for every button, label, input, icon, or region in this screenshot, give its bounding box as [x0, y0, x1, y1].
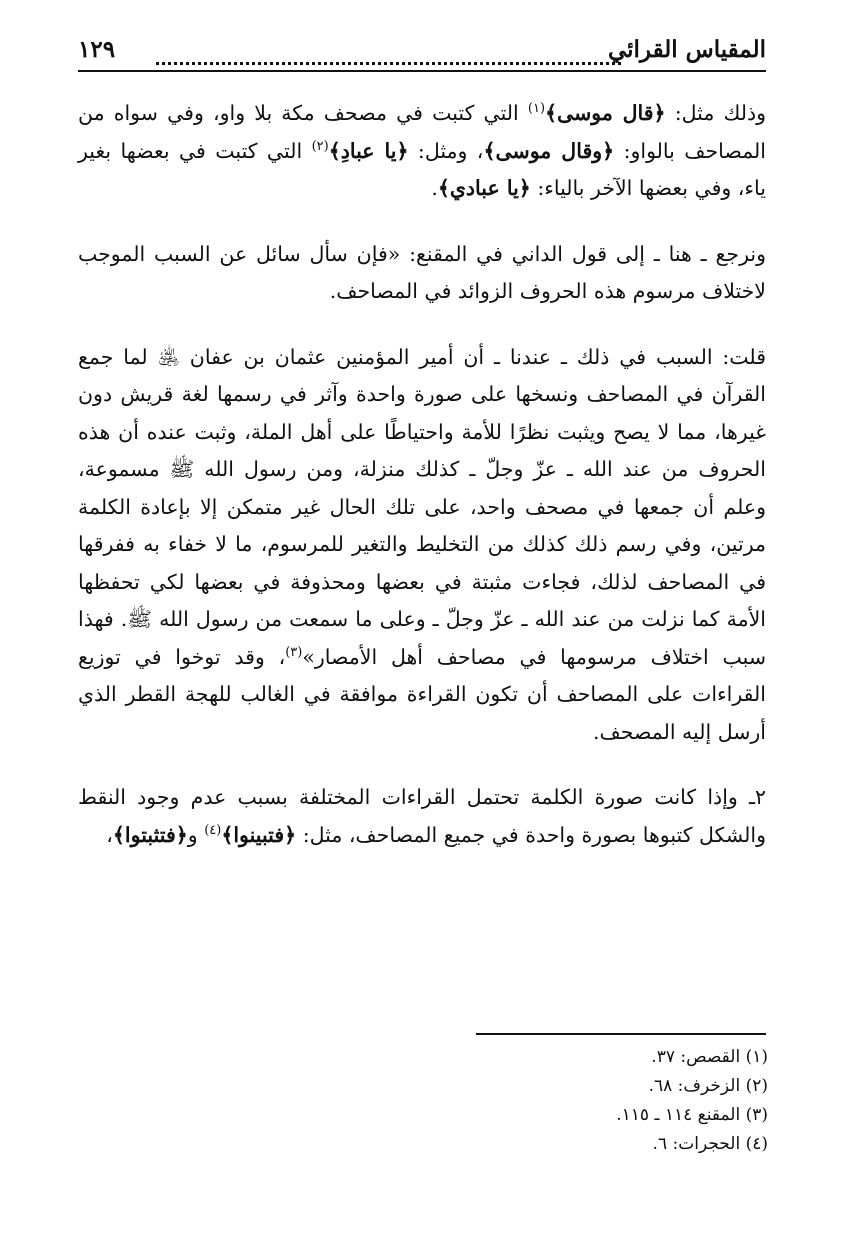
text-run: التي كتبت في بعضها بغير ياء، وفي بعضها الآخر بالياء:: [78, 138, 766, 200]
text-run: ،: [106, 822, 113, 847]
footnote-ref: (٤): [204, 822, 222, 838]
text-run: ، وقد توخوا في توزيع القراءات على المصاحف أن تكون القراءة موافقة في الغالب للهجة القطر الذي أرسل إليه المصحف.: [78, 644, 766, 744]
footnote-2: (٢) الزخرف: ٦٨.: [648, 1076, 768, 1096]
text-run: التي كتبت في مصحف مكة بلا واو، وفي سواه من المصاحف بالواو:: [78, 101, 766, 163]
footnote-3: (٣) المقنع ١١٤ ـ ١١٥.: [616, 1105, 768, 1125]
paragraph-1: [78, 95, 766, 208]
footnotes: [400, 1043, 768, 1159]
footnote-divider: [476, 1033, 766, 1035]
footnote-4: (٤) الحجرات: ٦.: [652, 1134, 768, 1154]
quran-quote: ﴿يا عبادِ﴾: [328, 138, 409, 163]
quran-quote: ﴿وقال موسى﴾: [483, 138, 615, 163]
text-run: ٢ـ وإذا كانت صورة الكلمة تحتمل القراءات المختلفة بسبب عدم وجود النقط والشكل كتبوها بصورة واحدة في جميع المصاحف، مثل:: [78, 785, 766, 847]
footnote-ref: (١): [527, 101, 546, 117]
quran-quote: ﴿فتثبتوا﴾: [112, 822, 188, 847]
running-title: المقياس القرائي: [607, 36, 766, 63]
paragraph-3: [78, 339, 766, 752]
quran-quote: ﴿يا عبادي﴾: [437, 176, 531, 200]
text-run: ، ومثل:: [408, 138, 484, 163]
text-run: و: [187, 822, 205, 847]
footnote-1: (١) القصص: ٣٧.: [651, 1047, 768, 1067]
page-header: [78, 30, 766, 72]
text-run: وذلك مثل:: [665, 101, 767, 125]
dotted-leader: [156, 42, 621, 65]
paragraph-4: [78, 779, 766, 854]
quran-quote: ﴿فتبينوا﴾: [221, 822, 297, 847]
footnote-ref: (٣): [285, 644, 303, 660]
text-run: .: [431, 176, 438, 200]
text-run: ونرجع ـ هنا ـ إلى قول الداني في المقنع: «فإن سأل سائل عن السبب الموجب لاختلاف مرسوم هذه الحروف الزوائد في المصاحف.: [78, 241, 766, 303]
footnote-ref: (٢): [311, 138, 329, 154]
quran-quote: ﴿قال موسى﴾: [545, 101, 666, 125]
paragraph-2: [78, 236, 766, 311]
page-number: ١٢٩: [78, 36, 116, 63]
main-text: [78, 95, 766, 874]
text-run: قلت: السبب في ذلك ـ عندنا ـ أن أمير المؤمنين عثمان بن عفان ﵁ لما جمع القرآن في المصاحف ونسخها على صورة واحدة وآثر في رسمها لغة قريش دون غيرها، مما لا يصح ويثبت نظرًا للأمة واحتياطًا على أهل الملة، وثبت عنده أن هذه الحروف من عند الله ـ عزّ وجلّ ـ كذلك منزلة، ومن رسول الله ﷺ مسموعة، وعلم أن جمعها في مصحف واحد، على تلك الحال غير متمكن إلا بإعادة الكلمة مرتين، وفي رسم ذلك كذلك من التخليط والتغير للمرسوم، ما لا خفاء به ففرقها في المصاحف لذلك، فجاءت مثبتة في بعضها ومحذوفة في بعضها لكي تحفظها الأمة كما نزلت من عند الله ـ عزّ وجلّ ـ وعلى ما سمعت من رسول الله ﷺ. فهذا سبب اختلاف مرسومها في مصاحف أهل الأمصار»: [78, 344, 767, 669]
